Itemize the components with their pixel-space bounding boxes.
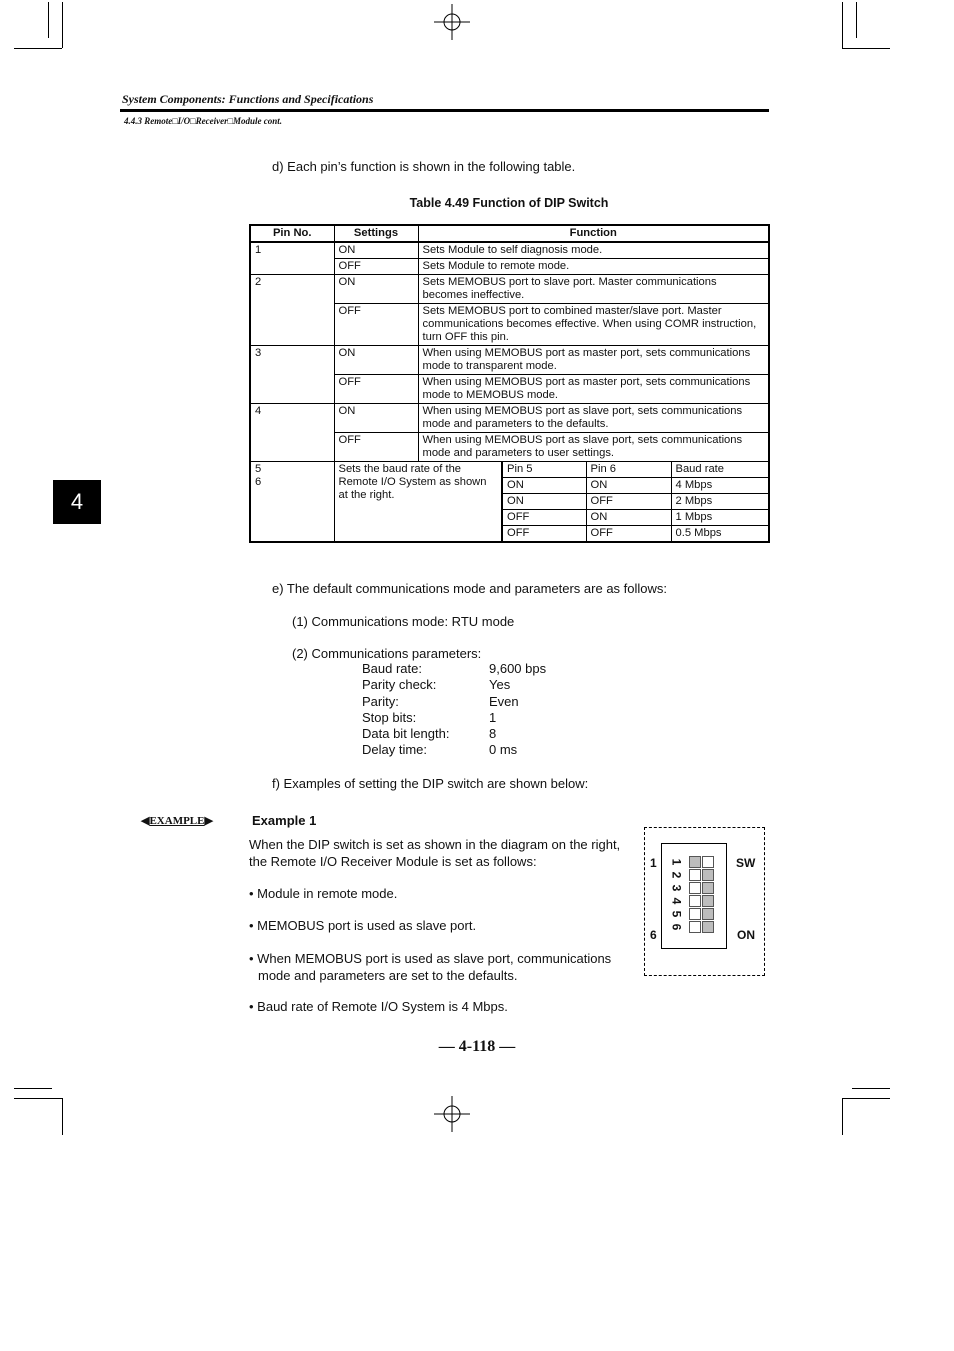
param-key: Delay time: xyxy=(362,742,428,758)
setting-cell: OFF xyxy=(334,375,418,404)
sub-header-pin6: Pin 6 xyxy=(587,462,672,477)
switch-cell-off-side xyxy=(689,856,701,868)
switch-cell-on-side xyxy=(702,921,714,933)
sub-cell: ON xyxy=(587,478,672,493)
crop-mark xyxy=(842,1098,890,1099)
section-e-item2: (2) Communications parameters: xyxy=(292,646,482,661)
sub-cell: ON xyxy=(502,494,586,510)
param-row xyxy=(362,726,546,742)
setting-cell: ON xyxy=(334,242,418,259)
crop-mark xyxy=(842,48,890,49)
bullet-1: • Module in remote mode. xyxy=(249,886,398,901)
switch-cell-on-side xyxy=(702,856,714,868)
example-intro: When the DIP switch is set as shown in the diagram on the right, the Remote I/O Receiver Module is set as follows: xyxy=(249,837,621,869)
dip-label-on: ON xyxy=(737,928,755,942)
pin-5-label: 5 xyxy=(255,463,262,475)
crop-mark xyxy=(842,1098,843,1135)
switch-cell-off-side xyxy=(689,908,701,920)
pin-cell: 3 xyxy=(250,346,334,404)
param-row xyxy=(362,710,546,726)
sub-header-pin5: Pin 5 xyxy=(502,462,586,478)
switch-number: 2 xyxy=(669,871,684,879)
example-label: EXAMPLE xyxy=(149,815,205,827)
function-cell: When using MEMOBUS port as master port, sets communications mode to transparent mode. xyxy=(418,346,769,375)
section-e-item1: (1) Communications mode: RTU mode xyxy=(292,614,515,629)
section-f-text: f) Examples of setting the DIP switch are shown below: xyxy=(272,776,589,791)
sub-cell: ON xyxy=(502,478,586,494)
sub-cell: OFF xyxy=(502,526,586,543)
sub-cell: 2 Mbps xyxy=(675,495,713,507)
param-key: Data bit length: xyxy=(362,726,450,742)
pin-cell: 2 xyxy=(250,275,334,346)
running-header-title: System Components: Functions and Specifications xyxy=(122,92,374,106)
sub-cell: 4 Mbps xyxy=(675,479,713,491)
param-value: 9,600 bps xyxy=(489,661,547,676)
sub-header-pin6-baud xyxy=(586,462,769,478)
example-title: Example 1 xyxy=(252,813,317,828)
switch-cell-on-side xyxy=(702,895,714,907)
crop-mark xyxy=(62,2,63,48)
function-cell: When using MEMOBUS port as slave port, sets communications mode and parameters to user settings. xyxy=(418,433,769,462)
col-header-function: Function xyxy=(418,225,769,242)
switch-cell-off-side xyxy=(689,869,701,881)
function-cell: When using MEMOBUS port as slave port, sets communications mode and parameters to the defaults. xyxy=(418,404,769,433)
table-row xyxy=(250,242,769,259)
table-row xyxy=(250,275,769,304)
switch-cell-off-side xyxy=(689,882,701,894)
setting-cell: ON xyxy=(334,404,418,433)
function-cell: Sets MEMOBUS port to combined master/slave port. Master communications becomes effective. When using COMR instruction, turn OFF this pin. xyxy=(418,304,769,346)
param-row xyxy=(362,661,546,677)
sub-cell-pair xyxy=(586,510,769,526)
crop-mark xyxy=(856,2,857,38)
param-key: Baud rate: xyxy=(362,661,422,676)
setting-cell: OFF xyxy=(334,433,418,462)
crop-mark xyxy=(852,1088,890,1089)
sub-cell: ON xyxy=(587,510,672,525)
crop-mark xyxy=(14,1088,52,1089)
sub-cell: OFF xyxy=(587,526,672,541)
setting-cell: OFF xyxy=(334,304,418,346)
table-row xyxy=(250,404,769,433)
table-title: Table 4.49 Function of DIP Switch xyxy=(409,196,609,210)
registration-mark-top xyxy=(432,4,472,40)
dip-label-1: 1 xyxy=(650,856,657,870)
param-key: Parity: xyxy=(362,693,399,709)
bullet-4: • Baud rate of Remote I/O System is 4 Mbps. xyxy=(249,999,508,1014)
function-cell: Sets MEMOBUS port to slave port. Master communications becomes ineffective. xyxy=(418,275,769,304)
param-value: Even xyxy=(489,693,519,709)
table-header-row xyxy=(250,225,769,242)
function-cell: Sets Module to remote mode. xyxy=(418,259,769,275)
section-e-text: e) The default communications mode and parameters are as follows: xyxy=(272,581,668,596)
bullet-2: • MEMOBUS port is used as slave port. xyxy=(249,918,477,933)
example-marker xyxy=(141,814,213,827)
crop-mark xyxy=(14,1098,62,1099)
table-row xyxy=(250,346,769,375)
intro-d: d) Each pin’s function is shown in the following table. xyxy=(272,159,576,174)
sub-cell-pair xyxy=(586,526,769,543)
param-row xyxy=(362,677,546,693)
setting-cell: ON xyxy=(334,275,418,304)
pin-6-label: 6 xyxy=(255,476,262,488)
pin-cell-5-6 xyxy=(250,462,334,543)
param-value: 1 xyxy=(489,709,497,725)
param-key: Stop bits: xyxy=(362,709,417,725)
param-value: Yes xyxy=(489,677,511,693)
setting-cell: OFF xyxy=(334,259,418,275)
param-value: 8 xyxy=(489,726,497,742)
col-header-pin: Pin No. xyxy=(250,225,334,242)
switch-cell-on-side xyxy=(702,908,714,920)
table-row xyxy=(250,462,769,478)
dip-label-6: 6 xyxy=(650,928,657,942)
crop-mark xyxy=(842,2,843,48)
switch-cell-on-side xyxy=(702,882,714,894)
running-header-subtitle: 4.4.3 Remote□I/O□Receiver□Module cont. xyxy=(124,116,283,126)
bullet-3: • When MEMOBUS port is used as slave port, communications mode and parameters are set to the defaults. xyxy=(249,951,612,983)
switch-cell-off-side xyxy=(689,921,701,933)
chapter-tab: 4 xyxy=(53,480,101,524)
switch-number: 1 xyxy=(669,858,684,866)
sub-cell: 1 Mbps xyxy=(675,511,713,523)
param-row xyxy=(362,742,546,758)
col-header-settings: Settings xyxy=(334,225,418,242)
switch-cell-on-side xyxy=(702,869,714,881)
param-row xyxy=(362,694,546,710)
sub-cell: OFF xyxy=(502,510,586,526)
switch-number: 3 xyxy=(669,884,684,892)
crop-mark xyxy=(48,2,49,38)
baud-description-cell: Sets the baud rate of the Remote I/O System as shown at the right. xyxy=(334,462,502,543)
param-key: Parity check: xyxy=(362,677,437,693)
function-cell: Sets Module to self diagnosis mode. xyxy=(418,242,769,259)
sub-cell-pair xyxy=(586,494,769,510)
header-rule xyxy=(120,109,769,112)
crop-mark xyxy=(14,48,62,49)
left-triangle-icon: ◀ xyxy=(141,815,150,827)
sub-cell-pair xyxy=(586,478,769,494)
switch-cell-off-side xyxy=(689,895,701,907)
param-value: 0 ms xyxy=(489,742,518,758)
setting-cell: ON xyxy=(334,346,418,375)
switch-number: 5 xyxy=(669,910,684,918)
dip-function-table xyxy=(249,224,770,543)
function-cell: When using MEMOBUS port as master port, sets communications mode to MEMOBUS mode. xyxy=(418,375,769,404)
switch-number: 4 xyxy=(669,897,684,905)
registration-mark-bottom xyxy=(432,1096,472,1132)
switch-number: 6 xyxy=(669,923,684,931)
pin-cell: 1 xyxy=(250,242,334,275)
page-number: — 4-118 — xyxy=(438,1038,516,1055)
crop-mark xyxy=(62,1098,63,1135)
dip-label-sw: SW xyxy=(736,856,756,870)
pin-cell: 4 xyxy=(250,404,334,462)
parameter-list xyxy=(362,661,546,759)
sub-header-baud: Baud rate xyxy=(675,463,725,475)
right-triangle-icon: ▶ xyxy=(204,815,213,827)
sub-cell: OFF xyxy=(587,494,672,509)
sub-cell: 0.5 Mbps xyxy=(675,527,722,539)
